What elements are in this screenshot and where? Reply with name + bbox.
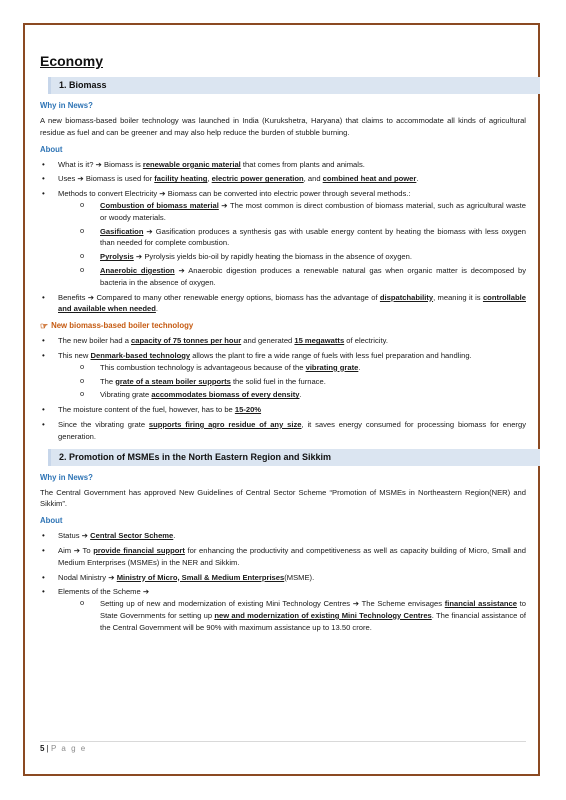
list-item: • Uses ➔ Biomass is used for facility heating, electric power generation, and combined heat and power.: [40, 173, 526, 185]
document-body: [40, 52, 526, 637]
list-item: • The new boiler had a capacity of 75 tonnes per hour and generated 15 megawatts of electricity.: [40, 335, 526, 347]
list-item: • Elements of the Scheme ➔ o Setting up of new and modernization of existing Mini Technology Centres ➔ The Scheme envisages financial assistance to State Governments for setting up new and modernization of existing Mini Technology Centres. The financial assistance of the Central Government will be 90% with maximum assistance up to 13.50 crore.: [40, 586, 526, 633]
why-in-news-text: The Central Government has approved New Guidelines of Central Sector Scheme “Promotion of MSMEs in Northeastern Region(NER) and Sikkim”.: [40, 487, 526, 509]
about-list: [40, 159, 526, 316]
boiler-sublist: [58, 362, 526, 401]
boiler-list: [40, 335, 526, 442]
about-label: About: [40, 144, 63, 154]
about-label: About: [40, 516, 63, 526]
sublist-item: o This combustion technology is advantageous because of the vibrating grate.: [78, 362, 526, 374]
section-heading-msme: 2. Promotion of MSMEs in the North Eastern Region and Sikkim: [48, 449, 540, 466]
sublist-item: o Pyrolysis ➔ Pyrolysis yields bio-oil by rapidly heating the biomass in the absence of oxygen.: [78, 251, 526, 263]
why-in-news-text: A new biomass-based boiler technology was launched in India (Kurukshetra, Haryana) that claims to accommodate all kinds of agricultural residue as fuel and can be greener and may also help reduce the burden of stubble burning.: [40, 116, 526, 137]
msme-about-list: [40, 530, 526, 633]
footer-separator: |: [44, 744, 51, 753]
sublist-item: o Anaerobic digestion ➔ Anaerobic digestion produces a renewable natural gas when organic matter is decomposed by bacteria in the absence of oxygen.: [78, 265, 526, 289]
section-heading-biomass: 1. Biomass: [48, 77, 540, 94]
pointing-hand-icon: ☞: [40, 320, 49, 331]
elements-sublist: [58, 598, 526, 633]
page-title: Economy: [40, 53, 104, 69]
list-item: • Since the vibrating grate supports firing agro residue of any size, it saves energy consumed for processing biomass for energy generation.: [40, 419, 526, 443]
list-item: • This new Denmark-based technology allows the plant to fire a wide range of fuels with less fuel preparation and handling. o This combustion technology is advantageous because of the vibrating grate. o The grate of a steam boiler supports the solid fuel in the furnace. o Vibrating grate accommodates biomass of every density.: [40, 350, 526, 401]
sublist-item: o Gasification ➔ Gasification produces a synthesis gas with usable energy content by heating the biomass with less oxygen than needed for complete combustion.: [78, 226, 526, 250]
page-footer: [40, 741, 526, 756]
list-item: • Aim ➔ To provide financial support for enhancing the productivity and competitiveness as well as capacity building of Micro, Small and Medium Enterprises (MSMEs) in the NER and Sikkim.: [40, 545, 526, 569]
list-item: • Nodal Ministry ➔ Ministry of Micro, Small & Medium Enterprises(MSME).: [40, 572, 526, 584]
sublist-item: o Setting up of new and modernization of existing Mini Technology Centres ➔ The Scheme envisages financial assistance to State Governments for setting up new and modernization of existing Mini Technology Centres. The financial assistance of the Central Government will be 90% with maximum assistance up to 13.50 crore.: [78, 598, 526, 633]
list-item: • Benefits ➔ Compared to many other renewable energy options, biomass has the advantage of dispatchability, meaning it is controllable and available when needed.: [40, 292, 526, 316]
sublist-item: o Combustion of biomass material ➔ The most common is direct combustion of biomass material, such as agricultural waste or woody materials.: [78, 200, 526, 224]
sublist-item: o Vibrating grate accommodates biomass of every density.: [78, 389, 526, 401]
boiler-tech-label: ☞ New biomass-based boiler technology: [40, 320, 194, 331]
why-in-news-label: Why in News?: [40, 101, 93, 110]
list-item: • What is it? ➔ Biomass is renewable organic material that comes from plants and animals.: [40, 159, 526, 171]
why-in-news-label: Why in News?: [40, 472, 93, 482]
page-word: P a g e: [50, 744, 87, 753]
list-item: • Methods to convert Electricity ➔ Biomass can be converted into electric power through several methods.: o Combustion of biomass material ➔ The most common is direct combustion of biomass material, such as agricultural waste or woody materials. o Gasification ➔ Gasification produces a synthesis gas with usable energy content by heating the biomass with less oxygen than needed for complete combustion. o Pyrolysis ➔ Pyrolysis yields bio-oil by rapidly heating the biomass in the absence of oxygen. o Anaerobic digestion ➔ Anaerobic digestion produces a renewable natural gas when organic matter is decomposed by bacteria in the absence of oxygen.: [40, 188, 526, 288]
methods-sublist: [58, 200, 526, 289]
list-item: • The moisture content of the fuel, however, has to be 15-20%: [40, 404, 526, 416]
sublist-item: o The grate of a steam boiler supports the solid fuel in the furnace.: [78, 376, 526, 388]
list-item: • Status ➔ Central Sector Scheme.: [40, 530, 526, 542]
page-number: 5: [40, 744, 45, 753]
